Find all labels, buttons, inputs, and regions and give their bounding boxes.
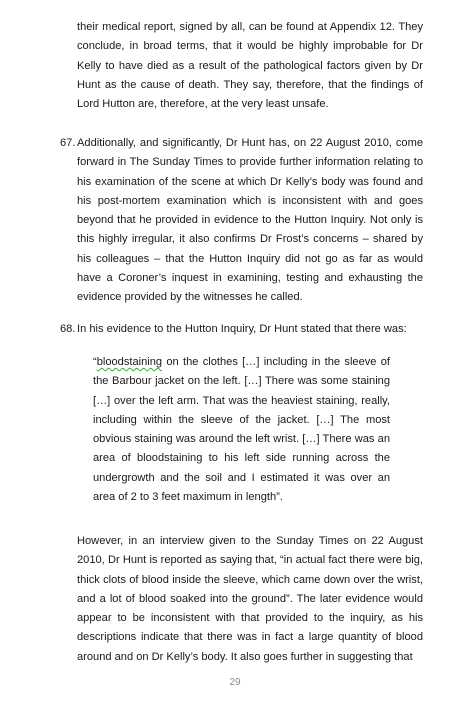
- paragraph-67: Additionally, and significantly, Dr Hunt has, on 22 August 2010, come forward in The Sunday Times to provide further information relating to his examination of the scene at which Dr Kelly’s body was found and his post-mortem examination which is inconsistent with and goes beyond that he provided in evidence to the Hutton Inquiry. Not only is this highly irregular, it also confirms Dr Frost’s concerns – shared by his colleagues – that the Hutton Inquiry did not go as far as would have a Coroner’s inquest in examining, testing and exhausting the evidence provided by the witnesses he called.: [77, 137, 423, 304]
- spellcheck-flagged-word: bloodstaining: [96, 356, 163, 368]
- page-number: 29: [229, 677, 241, 688]
- paragraph-68: In his evidence to the Hutton Inquiry, Dr Hunt stated that there was:: [77, 323, 407, 335]
- continued-paragraph: their medical report, signed by all, can be found at Appendix 12. They conclude, in broad terms, that it would be highly improbable for Dr Kelly to have died as a result of the pathological factors given by Dr Hunt as the cause of death. They say, therefore, that the findings of Lord Hutton are, therefore, at the very least unsafe.: [77, 21, 423, 111]
- block-quote: [93, 353, 390, 507]
- quote-text: on the clothes […] including in the sleeve of the Barbour jacket on the left. […] There was some staining […] over the left arm. That was the heaviest staining, really, including within the sleeve of the jacket. […] The most obvious staining was around the left wrist. […] There was an area of bloodstaining to his left side running across the undergrowth and the soil and I estimated it was over an area of 2 to 3 feet maximum in length”.: [93, 356, 390, 504]
- paragraph-number-68: 68.: [60, 323, 76, 335]
- quote-open-mark: “: [93, 356, 97, 368]
- paragraph-number-67: 67.: [60, 137, 76, 149]
- paragraph-after-quote: However, in an interview given to the Sunday Times on 22 August 2010, Dr Hunt is reported as saying that, “in actual fact there were big, thick clots of blood inside the sleeve, which came down over the wrist, and a lot of blood soaked into the ground”. The later evidence would appear to be inconsistent with that provided to the inquiry, as his descriptions indicate that there was in fact a large quantity of blood around and on Dr Kelly’s body. It also goes further in suggesting that: [77, 535, 423, 663]
